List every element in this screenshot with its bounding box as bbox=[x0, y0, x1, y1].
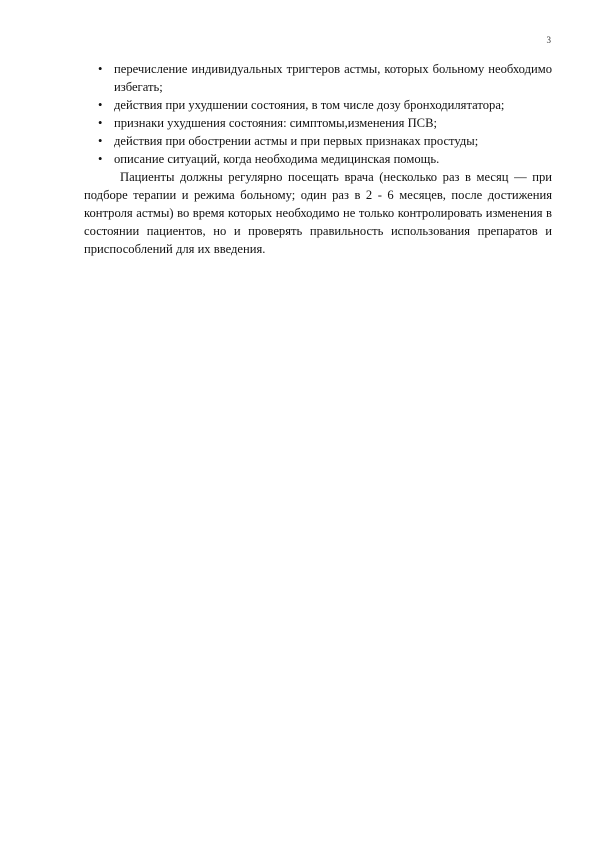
list-item bbox=[84, 150, 552, 168]
list-item-text: перечисление индивидуальных тригтеров астмы, которых больному необходимо избегать; bbox=[114, 62, 552, 94]
page-number: 3 bbox=[546, 35, 551, 45]
list-item-text: признаки ухудшения состояния: симптомы,изменения ПСВ; bbox=[114, 116, 437, 130]
list-item-text: описание ситуаций, когда необходима медицинская помощь. bbox=[114, 152, 440, 166]
list-item bbox=[84, 96, 552, 114]
list-item-text: действия при ухудшении состояния, в том числе дозу бронходилятатора; bbox=[114, 98, 505, 112]
bullet-icon: • bbox=[98, 116, 103, 130]
body-paragraph: Пациенты должны регулярно посещать врача (несколько раз в месяц — при подборе терапии и режима больному; один раз в 2 - 6 месяцев, после достижения контроля астмы) во время которых необходимо не только контролировать изменения в состоянии пациентов, но и проверять правильность использования препаратов и приспособлений для их введения. bbox=[84, 170, 552, 256]
list-item bbox=[84, 60, 552, 96]
document-body bbox=[84, 60, 552, 258]
list-item bbox=[84, 132, 552, 150]
list-item bbox=[84, 114, 552, 132]
bullet-icon: • bbox=[98, 62, 103, 76]
list-item-text: действия при обострении астмы и при первых признаках простуды; bbox=[114, 134, 479, 148]
recommendation-list bbox=[84, 60, 552, 168]
bullet-icon: • bbox=[98, 152, 103, 166]
bullet-icon: • bbox=[98, 98, 103, 112]
bullet-icon: • bbox=[98, 134, 103, 148]
